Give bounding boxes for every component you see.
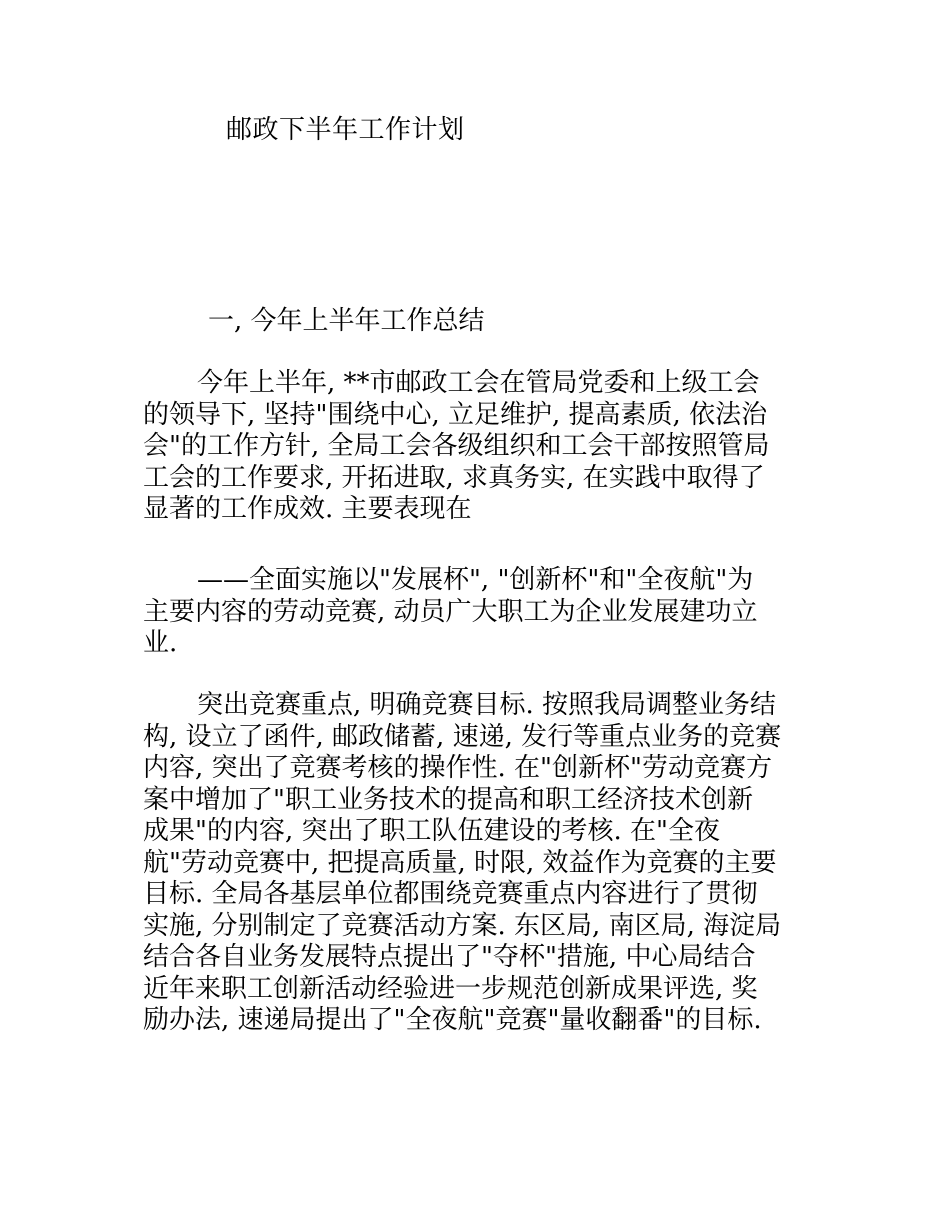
paragraph-line: 励办法, 速递局提出了"全夜航"竞赛"量收翻番"的目标. — [143, 1005, 762, 1035]
paragraph-line: ——全面实施以"发展杯", "创新杯"和"全夜航"为 — [197, 565, 754, 595]
paragraph-line: 航"劳动竞赛中, 把提高质量, 时限, 效益作为竞赛的主要 — [143, 847, 777, 878]
paragraph-summary — [143, 368, 823, 526]
paragraph-line: 今年上半年, **市邮政工会在管局党委和上级工会 — [197, 368, 760, 398]
paragraph-line: 业. — [143, 628, 178, 658]
paragraph-line: 突出竞赛重点, 明确竞赛目标. 按照我局调整业务结 — [197, 690, 777, 720]
paragraph-line: 成果"的内容, 突出了职工队伍建设的考核. 在"全夜 — [143, 816, 720, 846]
paragraph-line: 实施, 分别制定了竞赛活动方案. 东区局, 南区局, 海淀局 — [143, 910, 782, 941]
paragraph-focus — [143, 690, 823, 1037]
section-heading: 一, 今年上半年工作总结 — [208, 306, 485, 336]
paragraph-line: 会"的工作方针, 全局工会各级组织和工会干部按照管局 — [143, 431, 770, 461]
paragraph-competition — [143, 565, 823, 660]
paragraph-line: 近年来职工创新活动经验进一步规范创新成果评选, 奖 — [143, 973, 758, 1004]
paragraph-line: 显著的工作成效. 主要表现在 — [143, 494, 472, 524]
paragraph-line: 的领导下, 坚持"围绕中心, 立足维护, 提高素质, 依法治 — [143, 399, 768, 430]
paragraph-line: 主要内容的劳动竞赛, 动员广大职工为企业发展建功立 — [143, 596, 758, 627]
document-title: 邮政下半年工作计划 — [226, 115, 465, 145]
paragraph-line: 目标. 全局各基层单位都围绕竞赛重点内容进行了贯彻 — [143, 879, 758, 909]
paragraph-line: 案中增加了"职工业务技术的提高和职工经济技术创新 — [143, 784, 753, 815]
paragraph-line: 内容, 突出了竞赛考核的操作性. 在"创新杯"劳动竞赛方 — [143, 753, 772, 783]
paragraph-line: 构, 设立了函件, 邮政储蓄, 速递, 发行等重点业务的竞赛 — [143, 721, 782, 752]
paragraph-line: 工会的工作要求, 开拓进取, 求真务实, 在实践中取得了 — [143, 462, 765, 493]
paragraph-line: 结合各自业务发展特点提出了"夺杯"措施, 中心局结合 — [143, 942, 756, 972]
